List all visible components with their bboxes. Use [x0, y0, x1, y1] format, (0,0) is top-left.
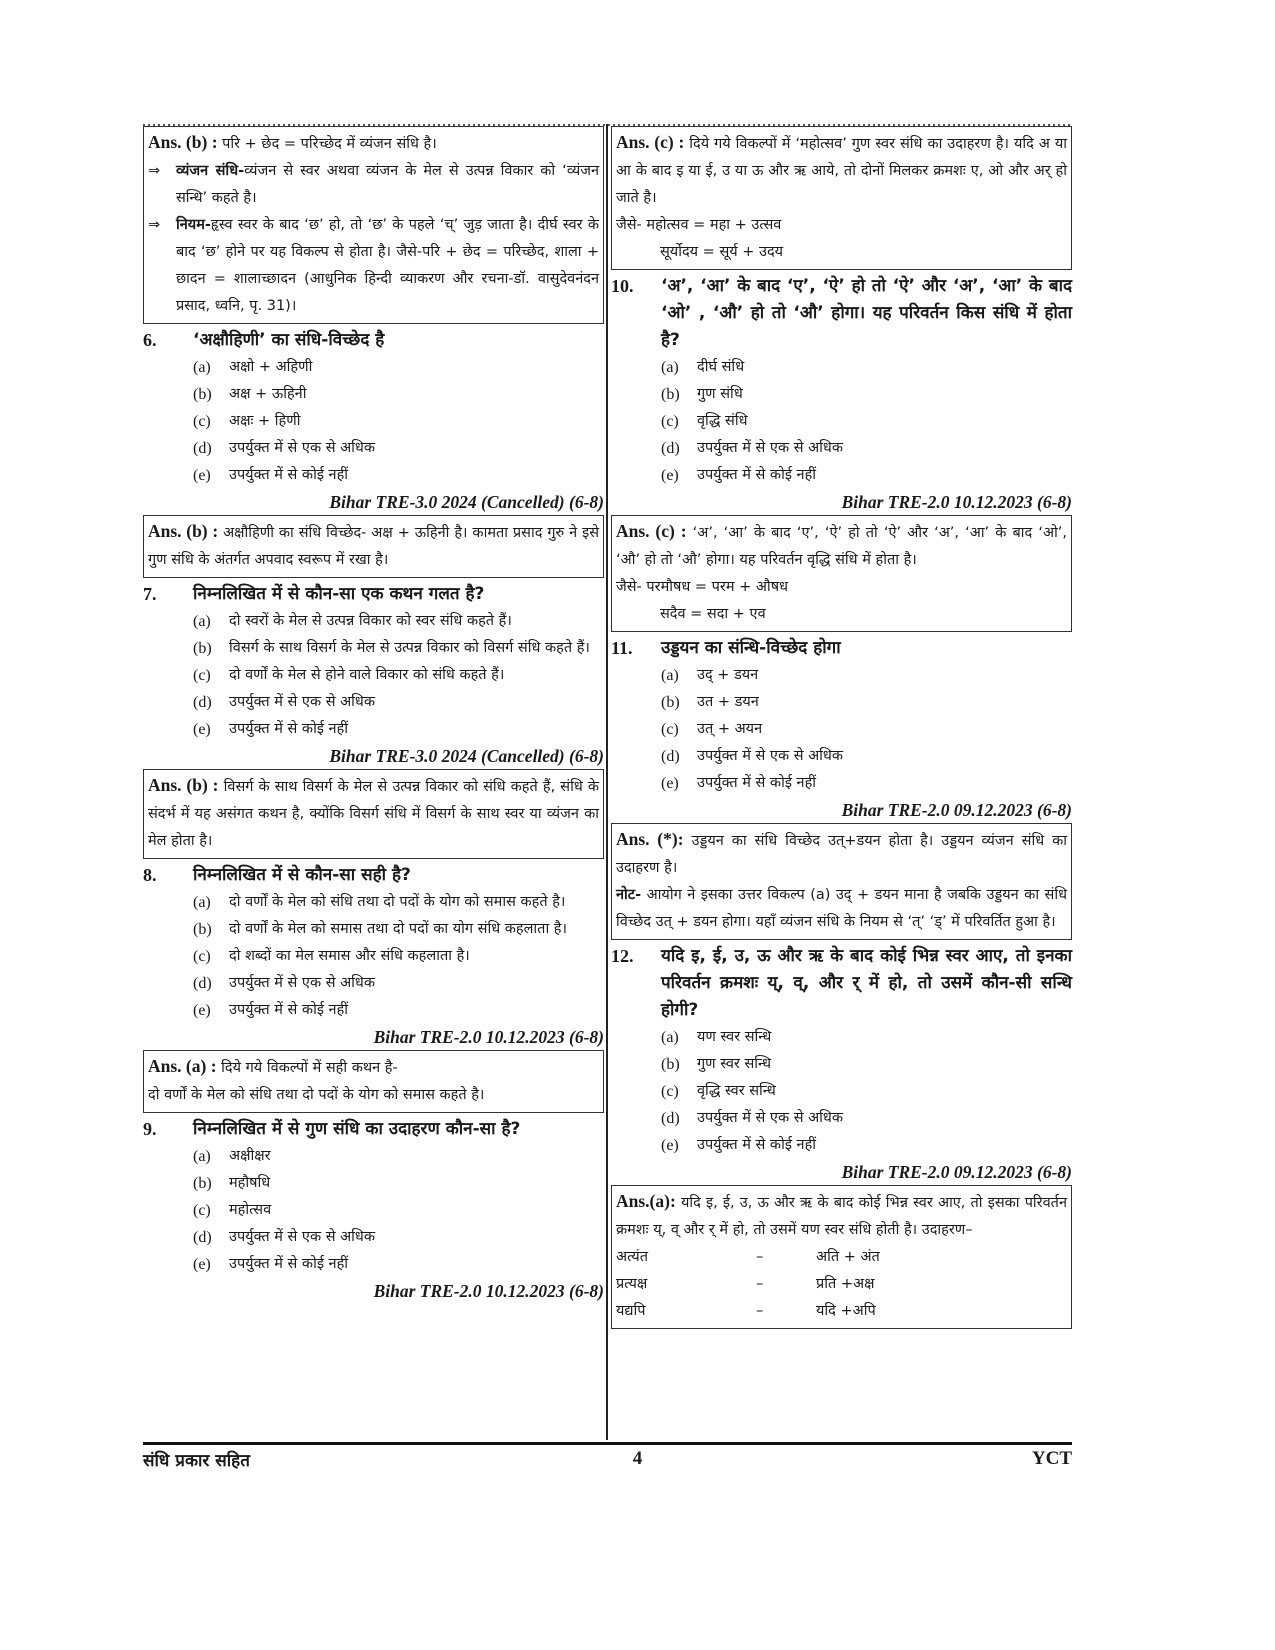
- option-text: उत् + अयन: [697, 721, 763, 737]
- option-text: उपर्युक्त में से कोई नहीं: [697, 467, 817, 483]
- exam-source: Bihar TRE-3.0 2024 (Cancelled) (6-8): [329, 492, 604, 512]
- option-letter: (b): [661, 386, 680, 403]
- option-text: अक्षः + हिणी: [229, 413, 301, 429]
- arrow-icon: ⇒: [148, 217, 161, 233]
- option-letter: (d): [193, 440, 212, 457]
- option-text: दो वर्णों के मेल से होने वाले विकार को संधि कहते हैं।: [229, 667, 505, 683]
- left-column: [143, 126, 604, 1304]
- answer-text: परि + छेद = परिच्छेद में व्यंजन संधि है।: [222, 136, 437, 152]
- example-word: प्रत्यक्ष: [616, 1276, 648, 1292]
- option-text: उपर्युक्त में से एक से अधिक: [229, 694, 375, 710]
- option-letter: (e): [193, 1256, 211, 1273]
- option: [611, 1051, 1072, 1078]
- option-text: दीर्घ संधि: [697, 359, 745, 375]
- option-text: उत + डयन: [697, 694, 759, 710]
- option-text: दो शब्दों का मेल समास और संधि कहलाता है।: [229, 948, 470, 964]
- question-10: [611, 273, 1072, 354]
- option-letter: (b): [193, 386, 212, 403]
- option-text: उपर्युक्त में से कोई नहीं: [229, 721, 349, 737]
- answer-box-q7: [143, 769, 604, 859]
- question-number: 10.: [611, 276, 634, 296]
- option-letter: (c): [193, 948, 211, 965]
- question-11: [611, 635, 1072, 662]
- option-text: अक्ष + ऊहिनी: [229, 386, 307, 402]
- option: [143, 1143, 604, 1170]
- option-text: उपर्युक्त में से कोई नहीं: [697, 775, 817, 791]
- answer-text: यदि इ, ई, उ, ऊ और ऋ के बाद कोई भिन्न स्वर आए, तो इसका परिवर्तन क्रमशः य्, व् और र् में हो, तो उसमें यण स्वर संधि होती है। उदाहरण–: [616, 1195, 1067, 1238]
- option-text: गुण स्वर सन्धि: [697, 1056, 771, 1072]
- option-letter: (a): [193, 894, 211, 911]
- option: [143, 1224, 604, 1251]
- question-9: [143, 1116, 604, 1143]
- question-8: [143, 862, 604, 889]
- option-letter: (d): [661, 1110, 680, 1127]
- example-row: [616, 1271, 1067, 1298]
- option-letter: (c): [661, 1083, 679, 1100]
- option-text: उपर्युक्त में से कोई नहीं: [229, 1256, 349, 1272]
- option-text: गुण संधि: [697, 386, 743, 402]
- option-letter: (b): [661, 694, 680, 711]
- answer-label: Ans. (c) :: [616, 132, 685, 152]
- option: [611, 354, 1072, 381]
- option-letter: (e): [661, 467, 679, 484]
- answer-label: Ans.(a):: [616, 1191, 676, 1211]
- exam-source: Bihar TRE-2.0 09.12.2023 (6-8): [841, 800, 1072, 820]
- exam-source: Bihar TRE-3.0 2024 (Cancelled) (6-8): [329, 746, 604, 766]
- answer-label: Ans. (a) :: [148, 1056, 217, 1076]
- example-row: [616, 1244, 1067, 1271]
- example-dash: –: [756, 1303, 764, 1319]
- option-text: उपर्युक्त में से एक से अधिक: [697, 748, 843, 764]
- option-letter: (c): [193, 1202, 211, 1219]
- rule-heading: नियम-: [176, 217, 211, 233]
- answer-label: Ans. (b) :: [148, 132, 218, 152]
- answer-box-q5: [143, 126, 604, 324]
- option-text: उपर्युक्त में से कोई नहीं: [229, 467, 349, 483]
- option: [611, 1105, 1072, 1132]
- example-word: यद्यपि: [616, 1303, 646, 1319]
- option: [143, 970, 604, 997]
- option: [611, 381, 1072, 408]
- option-letter: (b): [193, 1175, 212, 1192]
- right-column: [611, 126, 1072, 1332]
- exam-source: Bihar TRE-2.0 10.12.2023 (6-8): [841, 492, 1072, 512]
- option: [143, 943, 604, 970]
- question-text: ‘अक्षौहिणी’ का संधि-विच्छेद है: [193, 330, 385, 350]
- example-dash: –: [756, 1249, 764, 1265]
- example-line: सदैव = सदा + एव: [660, 606, 766, 622]
- option-text: दो वर्णों के मेल को समास तथा दो पदों का योग संधि कहलाता है।: [229, 921, 567, 937]
- example-row: [616, 1298, 1067, 1325]
- question-text: उड्डयन का संन्धि-विच्छेद होगा: [661, 638, 841, 658]
- option: [143, 635, 604, 662]
- question-text: निम्नलिखित में से कौन-सा एक कथन गलत है?: [193, 584, 485, 604]
- option: [143, 462, 604, 489]
- example-line: जैसे- परमौषध = परम + औषध: [616, 579, 788, 595]
- answer-label: Ans. (*):: [616, 829, 684, 849]
- question-text: यदि इ, ई, उ, ऊ और ऋ के बाद कोई भिन्न स्वर आए, तो इनका परिवर्तन क्रमशः य्, व्, और र् में हो, तो उसमें कौन-सी सन्धि होगी?: [661, 946, 1072, 1020]
- rule-text: व्यंजन से स्वर अथवा व्यंजन के मेल से उत्पन्न विकार को ‘व्यंजन सन्धि’ कहते है।: [176, 163, 599, 206]
- option-text: उपर्युक्त में से एक से अधिक: [697, 440, 843, 456]
- page-number: 4: [632, 1448, 643, 1469]
- question-number: 8.: [143, 865, 157, 885]
- footer-chapter-title: संधि प्रकार सहित: [143, 1451, 250, 1471]
- option-letter: (c): [193, 413, 211, 430]
- option-text: अक्षो + अहिणी: [229, 359, 313, 375]
- option-letter: (d): [661, 748, 680, 765]
- option: [143, 381, 604, 408]
- option: [143, 889, 604, 916]
- question-text: ‘अ’, ‘आ’ के बाद ‘ए’, ‘ऐ’ हो तो ‘ऐ’ और ‘अ’, ‘आ’ के बाद ‘ओ’ , ‘औ’ हो तो ‘औ’ होगा। यह परिवर्तन किस संधि में होता है?: [661, 276, 1072, 350]
- option-letter: (b): [193, 921, 212, 938]
- option-text: उपर्युक्त में से एक से अधिक: [229, 440, 375, 456]
- option-text: दो वर्णों के मेल को संधि तथा दो पदों के योग को समास कहते है।: [229, 894, 566, 910]
- option: [143, 997, 604, 1024]
- option-letter: (b): [193, 640, 212, 657]
- option-letter: (a): [193, 1148, 211, 1165]
- option-letter: (e): [193, 721, 211, 738]
- option: [143, 662, 604, 689]
- example-split: यदि +अपि: [816, 1303, 876, 1319]
- answer-text: उड्डयन का संधि विच्छेद उत्+डयन होता है। उड्डयन व्यंजन संधि का उदाहरण है।: [616, 833, 1068, 876]
- note-label: नोट-: [616, 887, 642, 903]
- answer-text: अक्षौहिणी का संधि विच्छेद- अक्ष + ऊहिनी है। कामता प्रसाद गुरु ने इसे गुण संधि के अंतर्गत अपवाद स्वरूप में रखा है।: [148, 525, 600, 568]
- option: [143, 608, 604, 635]
- question-6: [143, 327, 604, 354]
- exam-source: Bihar TRE-2.0 10.12.2023 (6-8): [373, 1281, 604, 1301]
- option: [611, 1078, 1072, 1105]
- option: [611, 743, 1072, 770]
- example-dash: –: [756, 1276, 764, 1292]
- answer-box-q10: [611, 515, 1072, 632]
- option: [611, 689, 1072, 716]
- option: [611, 408, 1072, 435]
- option-letter: (b): [661, 1056, 680, 1073]
- option: [143, 716, 604, 743]
- option-text: वृद्धि संधि: [697, 413, 748, 429]
- answer-text: दो वर्णों के मेल को संधि तथा दो पदों के योग को समास कहते है।: [148, 1087, 485, 1103]
- arrow-icon: ⇒: [148, 163, 161, 179]
- option: [611, 1132, 1072, 1159]
- option-letter: (e): [193, 467, 211, 484]
- footer-rule: [143, 1442, 1072, 1445]
- question-text: निम्नलिखित में से गुण संधि का उदाहरण कौन-सा है?: [193, 1119, 521, 1139]
- question-7: [143, 581, 604, 608]
- question-number: 11.: [611, 638, 633, 658]
- answer-box-q9: [611, 126, 1072, 270]
- option: [611, 462, 1072, 489]
- option-letter: (a): [661, 1029, 679, 1046]
- option: [611, 1024, 1072, 1051]
- answer-box-q12: [611, 1185, 1072, 1329]
- option-letter: (e): [661, 1137, 679, 1154]
- exam-source: Bihar TRE-2.0 10.12.2023 (6-8): [373, 1027, 604, 1047]
- option-text: उपर्युक्त में से कोई नहीं: [229, 1002, 349, 1018]
- option: [143, 916, 604, 943]
- option: [611, 435, 1072, 462]
- option-text: उपर्युक्त में से एक से अधिक: [229, 975, 375, 991]
- answer-label: Ans. (b) :: [148, 521, 219, 541]
- option: [611, 770, 1072, 797]
- answer-box-q6: [143, 515, 604, 578]
- example-word: अत्यंत: [616, 1249, 648, 1265]
- example-split: प्रति +अक्ष: [816, 1276, 875, 1292]
- option: [143, 435, 604, 462]
- question-number: 7.: [143, 584, 157, 604]
- answer-text: विसर्ग के साथ विसर्ग के मेल से उत्पन्न विकार को संधि कहते हैं, संधि के संदर्भ में यह असंगत कथन है, क्योंकि विसर्ग संधि में विसर्ग के साथ स्वर या व्यंजन का मेल होता है।: [148, 779, 599, 849]
- question-number: 9.: [143, 1119, 157, 1139]
- question-number: 6.: [143, 330, 157, 350]
- option: [143, 1251, 604, 1278]
- option-letter: (d): [193, 1229, 212, 1246]
- option-text: विसर्ग के साथ विसर्ग के मेल से उत्पन्न विकार को विसर्ग संधि कहते हैं।: [229, 640, 590, 656]
- example-line: सूर्योदय = सूर्य + उदय: [660, 244, 784, 260]
- footer-publisher: YCT: [1031, 1448, 1072, 1469]
- option-letter: (c): [193, 667, 211, 684]
- question-text: निम्नलिखित में से कौन-सा सही है?: [193, 865, 411, 885]
- option-letter: (e): [193, 1002, 211, 1019]
- rule-text: हृस्व स्वर के बाद ‘छ’ हो, तो ‘छ’ के पहले ‘च्’ जुड़ जाता है। दीर्घ स्वर के बाद ‘छ’ होने पर यह विकल्प से होता है। जैसे-परि + छेद = परिच्छेद, शाला + छादन = शालाच्छादन (आधुनिक हिन्दी व्याकरण और रचना-डॉ. वासुदेवनंदन प्रसाद, ध्वनि, पृ. 31)।: [176, 217, 599, 314]
- option-letter: (a): [193, 359, 211, 376]
- option-text: दो स्वरों के मेल से उत्पन्न विकार को स्वर संधि कहते हैं।: [229, 613, 512, 629]
- option: [611, 716, 1072, 743]
- option-text: उद् + डयन: [697, 667, 759, 683]
- option-letter: (c): [661, 721, 679, 738]
- question-12: [611, 943, 1072, 1024]
- option-letter: (a): [193, 613, 211, 630]
- question-number: 12.: [611, 946, 634, 966]
- note-text: आयोग ने इसका उत्तर विकल्प (a) उद् + डयन माना है जबकि उड्डयन का संधि विच्छेद उत् + डयन होगा। यहाँ व्यंजन संधि के नियम से ‘त्’ ‘ड्’ में परिवर्तित हुआ है।: [616, 887, 1068, 930]
- option-text: उपर्युक्त में से एक से अधिक: [229, 1229, 375, 1245]
- answer-label: Ans. (b) :: [148, 775, 219, 795]
- option-text: महोत्सव: [229, 1202, 272, 1218]
- exam-source: Bihar TRE-2.0 09.12.2023 (6-8): [841, 1162, 1072, 1182]
- option: [143, 1197, 604, 1224]
- option-letter: (d): [193, 694, 212, 711]
- option: [143, 689, 604, 716]
- answer-label: Ans. (c) :: [616, 521, 687, 541]
- option: [143, 1170, 604, 1197]
- option: [611, 662, 1072, 689]
- option-letter: (a): [661, 667, 679, 684]
- option: [143, 354, 604, 381]
- answer-box-q8: [143, 1050, 604, 1113]
- option-letter: (e): [661, 775, 679, 792]
- option-letter: (c): [661, 413, 679, 430]
- option-text: महौषधि: [229, 1175, 271, 1191]
- rule-heading: व्यंजन संधि-: [176, 163, 245, 179]
- option: [143, 408, 604, 435]
- option-text: उपर्युक्त में से कोई नहीं: [697, 1137, 817, 1153]
- example-line: जैसे- महोत्सव = महा + उत्सव: [616, 217, 782, 233]
- option-text: वृद्धि स्वर सन्धि: [697, 1083, 776, 1099]
- answer-text: दिये गये विकल्पों में सही कथन है-: [221, 1060, 398, 1076]
- example-split: अति + अंत: [816, 1249, 880, 1265]
- option-text: यण स्वर सन्धि: [697, 1029, 772, 1045]
- answer-box-q11: [611, 823, 1072, 940]
- option-text: अक्षीक्षर: [229, 1148, 271, 1164]
- option-letter: (a): [661, 359, 679, 376]
- option-letter: (d): [661, 440, 680, 457]
- answer-text: ‘अ’, ‘आ’ के बाद ‘ए’, ‘ऐ’ हो तो ‘ऐ’ और ‘अ’, ‘आ’ के बाद ‘ओ’, ‘औ’ हो तो ‘औ’ होगा। यह परिवर्तन वृद्धि संधि में होता है।: [616, 525, 1068, 568]
- column-divider: [606, 124, 608, 1440]
- answer-text: दिये गये विकल्पों में ‘महोत्सव’ गुण स्वर संधि का उदाहरण है। यदि अ या आ के बाद इ या ई, उ या ऊ और ऋ आये, तो दोनों मिलकर क्रमशः ए, ओ और अर् हो जाते है।: [616, 136, 1068, 206]
- option-letter: (d): [193, 975, 212, 992]
- option-text: उपर्युक्त में से एक से अधिक: [697, 1110, 843, 1126]
